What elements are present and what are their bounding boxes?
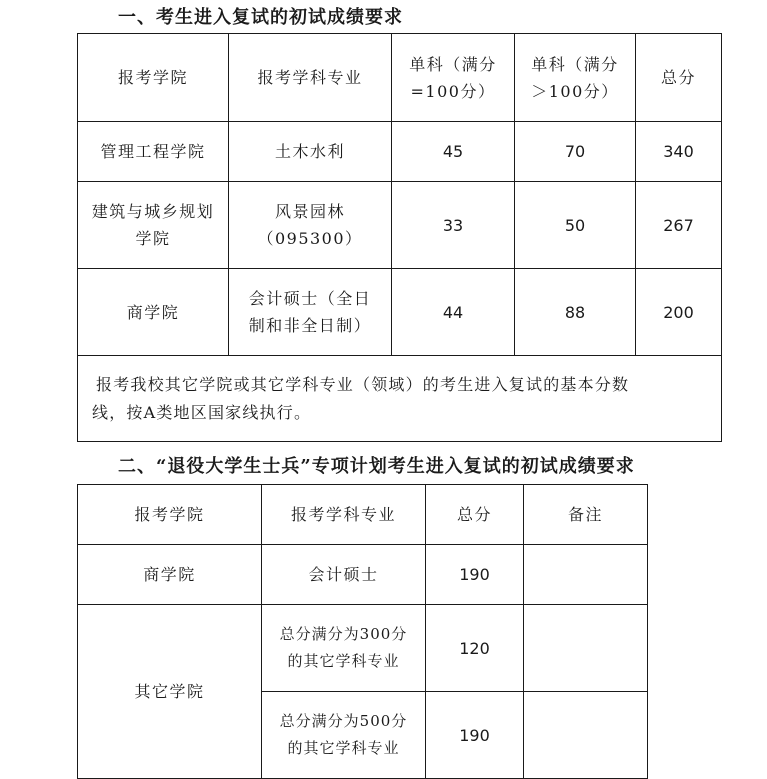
single-le100-cell: 44 (392, 269, 515, 356)
single-le100-cell: 45 (392, 122, 515, 182)
remark-cell (524, 692, 648, 779)
table-header-row (78, 34, 722, 122)
note-row (78, 356, 722, 442)
veteran-score-table (77, 484, 648, 779)
major-cell: 总分满分为300分 的其它学科专业 (262, 605, 426, 692)
header-college: 报考学院 (78, 485, 262, 545)
note-text-line2: 线，按A类地区国家线执行。 (92, 402, 312, 422)
note-cell (78, 356, 722, 442)
major-cell: 总分满分为500分 的其它学科专业 (262, 692, 426, 779)
remark-cell (524, 545, 648, 605)
total-cell: 340 (636, 122, 722, 182)
header-major: 报考学科专业 (262, 485, 426, 545)
major-cell: 风景园林 （095300） (229, 182, 392, 269)
single-gt100-cell: 70 (515, 122, 636, 182)
table-row (78, 605, 648, 692)
college-cell: 商学院 (78, 545, 262, 605)
header-remark: 备注 (524, 485, 648, 545)
total-cell: 200 (636, 269, 722, 356)
table-row (78, 269, 722, 356)
single-gt100-cell: 50 (515, 182, 636, 269)
total-cell: 190 (426, 692, 524, 779)
total-cell: 190 (426, 545, 524, 605)
header-major: 报考学科专业 (229, 34, 392, 122)
college-cell: 建筑与城乡规划 学院 (78, 182, 229, 269)
score-requirements-table (77, 33, 722, 442)
header-single-le100: 单科（满分 =100分） (392, 34, 515, 122)
header-college: 报考学院 (78, 34, 229, 122)
remark-cell (524, 605, 648, 692)
note-text-line1: 报考我校其它学院或其它学科专业（领域）的考生进入复试的基本分数 (96, 374, 630, 394)
total-cell: 120 (426, 605, 524, 692)
single-gt100-cell: 88 (515, 269, 636, 356)
header-total: 总分 (426, 485, 524, 545)
total-cell: 267 (636, 182, 722, 269)
table-row (78, 122, 722, 182)
college-cell: 商学院 (78, 269, 229, 356)
table-row (78, 545, 648, 605)
header-total: 总分 (636, 34, 722, 122)
major-cell: 土木水利 (229, 122, 392, 182)
table-header-row (78, 485, 648, 545)
major-cell: 会计硕士 (262, 545, 426, 605)
college-cell: 其它学院 (78, 605, 262, 779)
major-cell: 会计硕士（全日 制和非全日制） (229, 269, 392, 356)
header-single-gt100: 单科（满分 ＞100分） (515, 34, 636, 122)
section2-heading: 二、“退役大学生士兵”专项计划考生进入复试的初试成绩要求 (118, 456, 635, 477)
single-le100-cell: 33 (392, 182, 515, 269)
college-cell: 管理工程学院 (78, 122, 229, 182)
table-row (78, 182, 722, 269)
section1-heading: 一、考生进入复试的初试成绩要求 (118, 7, 403, 28)
